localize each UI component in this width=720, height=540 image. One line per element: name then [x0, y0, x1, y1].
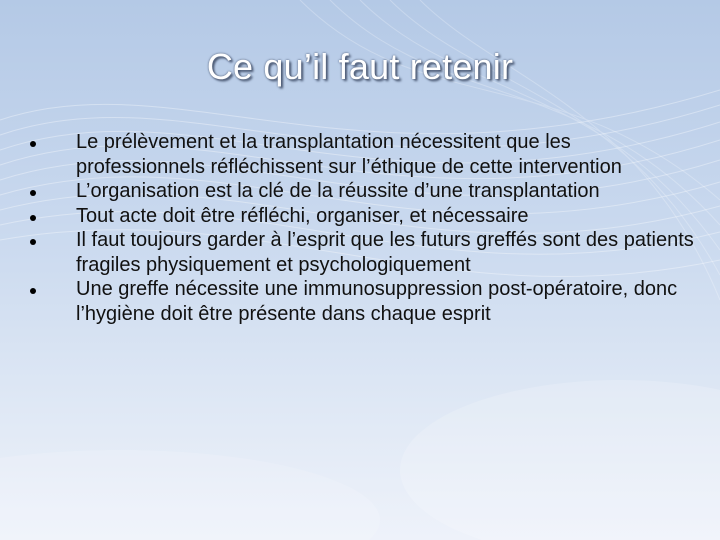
bullet-text: L’organisation est la clé de la réussite d’une transplantation [76, 180, 600, 202]
slide-title: Ce qu’il faut retenir [206, 46, 514, 87]
bullet-text: Tout acte doit être réfléchi, organiser, et nécessaire [76, 204, 529, 227]
bullet-dot-icon [30, 190, 36, 196]
bullet-text: Une greffe nécessite une immunosuppression post-opératoire, donc l’hygiène doit être présente dans chaque esprit [76, 278, 678, 325]
bullet-dot-icon [30, 239, 36, 245]
bullet-text: Le prélèvement et la transplantation nécessitent que les professionnels réfléchissent sur l’éthique de cette intervention [76, 131, 622, 178]
bullet-item [30, 228, 700, 277]
bullet-item [30, 277, 700, 326]
bullet-list [30, 130, 700, 326]
bullet-item [30, 204, 700, 229]
bullet-item [30, 179, 700, 204]
bullet-text: Il faut toujours garder à l’esprit que les futurs greffés sont des patients fragiles physiquement et psychologiquement [76, 229, 694, 276]
bullet-dot-icon [30, 215, 36, 221]
bullet-item [30, 130, 700, 179]
bullet-dot-icon [30, 288, 36, 294]
bullet-dot-icon [30, 141, 36, 147]
